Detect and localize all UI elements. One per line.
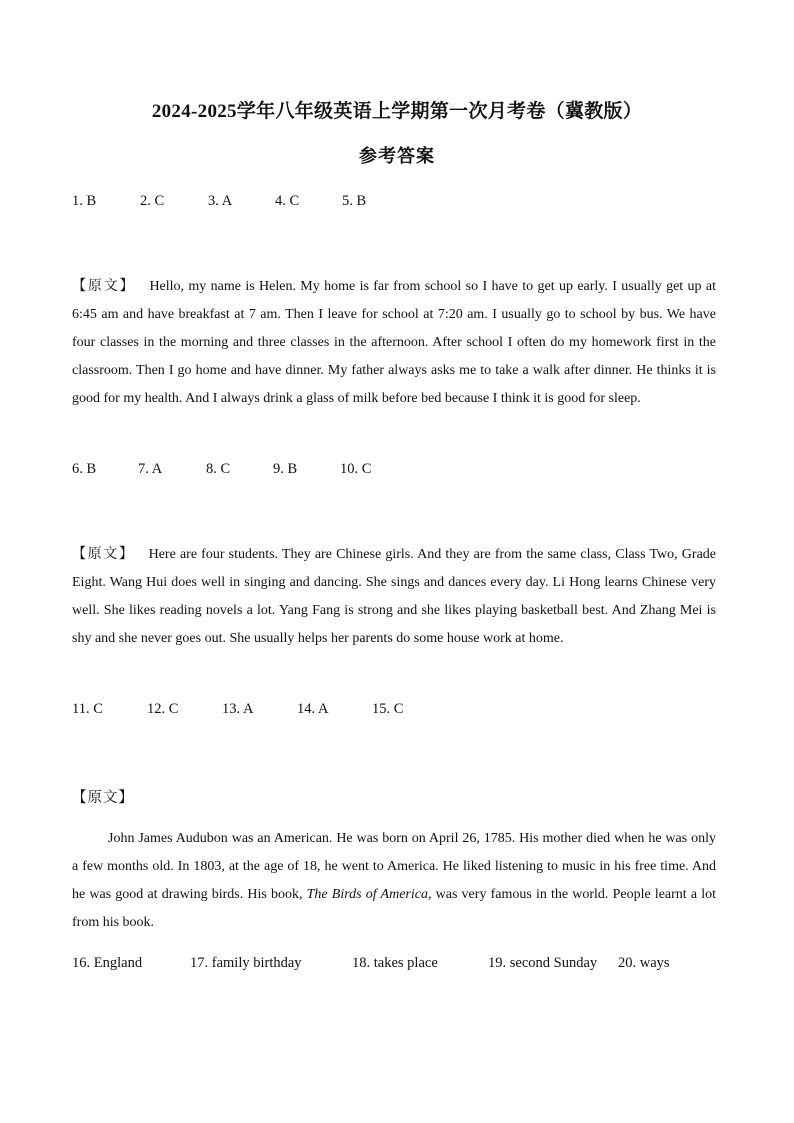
answer-item: 16. England [72,955,143,971]
answer-item: 20. ways [618,955,670,971]
answer-row-1 [72,193,366,210]
answer-item: 9. B [273,461,298,477]
answer-item: 14. A [297,701,329,717]
answer-item: 17. family birthday [190,955,302,971]
answer-item: 13. A [222,701,254,717]
answer-item: 5. B [342,193,367,209]
transcript-text: , was very famous in the world. People learnt a lot from his book. [72,887,716,930]
transcript-label: 【原文】 [72,790,134,806]
book-title: The Birds of America [306,887,428,902]
answer-item: 15. C [372,701,404,717]
answer-item: 12. C [147,701,179,717]
transcript-text: John James Audubon was an American. He was born on April 26, 1785. His mother died when he was only a few months old. In 1803, at the age of 18, he went to America. He liked listening to music in his free time. And he was good at drawing birds. His book, [72,831,716,902]
answer-item: 6. B [72,461,97,477]
transcript-passage-1 [72,273,716,413]
answer-row-4 [72,955,670,972]
answer-item: 2. C [140,193,165,209]
answer-item: 8. C [206,461,231,477]
answer-item: 10. C [340,461,372,477]
page-subtitle: 参考答案 [359,146,435,166]
answer-item: 18. takes place [352,955,438,971]
answer-item: 4. C [275,193,300,209]
answer-row-2 [72,461,371,478]
transcript-passage-2 [72,541,716,653]
answer-row-3 [72,701,403,718]
transcript-text: Here are four students. They are Chinese girls. And they are from the same class, Class Two, Grade Eight. Wang Hui does well in singing and dancing. She sings and dances every day. Li Hong learns Chinese very well. She likes reading novels a lot. Yang Fang is strong and she likes playing basketball best. And Zhang Mei is shy and she never goes out. She usually helps her parents do some house work at home. [72,547,716,646]
answer-item: 11. C [72,701,103,717]
transcript-label: 【原文】 [72,279,136,294]
page-title: 2024-2025学年八年级英语上学期第一次月考卷（冀教版） [151,101,643,122]
transcript-text: Hello, my name is Helen. My home is far from school so I have to get up early. I usually get up at 6:45 am and have breakfast at 7 am. Then I leave for school at 7:20 am. I usually go to school by bus. We have four classes in the morning and three classes in the afternoon. After school I often do my homework first in the classroom. Then I go home and have dinner. My father always asks me to take a walk after dinner. He thinks it is good for my health. And I always drink a glass of milk before bed because I think it is good for sleep. [72,279,716,406]
answer-item: 1. B [72,193,97,209]
answer-item: 7. A [138,461,163,477]
answer-item: 3. A [208,193,233,209]
transcript-label: 【原文】 [72,547,135,562]
transcript-passage-3 [72,825,716,937]
answer-item: 19. second Sunday [488,955,598,971]
